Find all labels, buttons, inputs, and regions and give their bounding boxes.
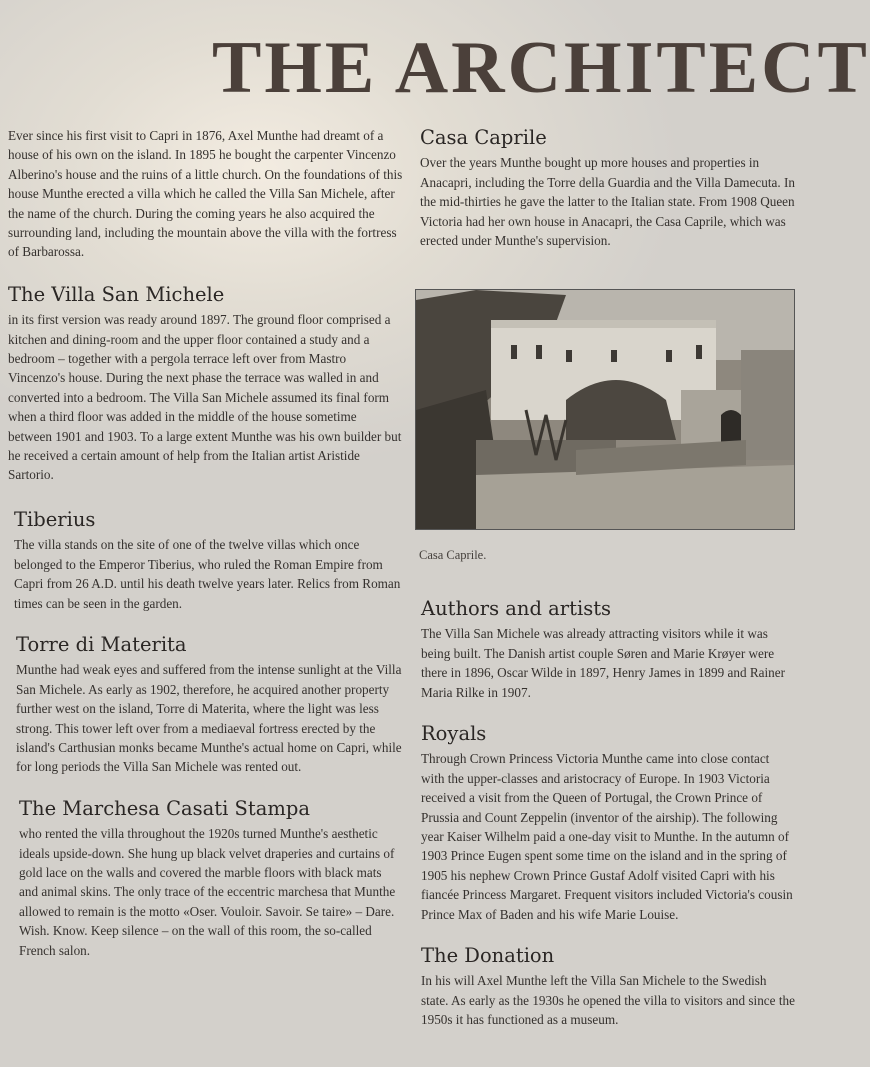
villa-text: in its first version was ready around 1897. The ground floor comprised a kitchen and dining-room and the upper floor contained a study and a bedroom – together with a pergola terrace left over from Mastro Vincenzo's house. During the next phase the terrace was walled in and converted into a bedroom. The Villa San Michele assumed its final form when a third floor was added in the middle of the house sometime between 1901 and 1903. To a large extent Munthe was his own builder but he received a certain amount of help from the Italian artist Aristide Sartorio. <box>8 312 402 483</box>
royals-text: Through Crown Princess Victoria Munthe came into close contact with the upper-classes and aristocracy of Europe. In 1903 Victoria received a visit from the Queen of Portugal, the Crown Prince of Prussia and Count Zeppelin (inventor of the airship). The following year Kaiser Wilhelm paid a one-day visit to Munthe. In the autumn of 1903 Prince Eugen spent some time on the island and in the spring of 1905 his nephew Crown Prince Gustaf Adolf visited Capri with his fiancée Princess Margaret. Frequent visitors included Victoria's cousin Prince Max of Baden and his wife Marie Louise. <box>421 751 793 922</box>
marchesa-text: who rented the villa throughout the 1920s turned Munthe's aesthetic ideals upside-down. She hung up black velvet draperies and curtains of gold lace on the walls and covered the marble floors with black mats and animal skins. The only trace of the eccentric marchesa that Munthe allowed to remain is the motto «Oser. Vouloir. Savoir. Se taire» – Dare. Wish. Know. Keep silence – on the wall of this room, the so-called French salon. <box>19 826 396 958</box>
torre-text: Munthe had weak eyes and suffered from the intense sunlight at the Villa San Michele. As early as 1902, therefore, he acquired another property further west on the island, Torre di Materita, where the light was less strong. This tower left over from a mediaeval fortress erected by the island's Carthusian monks became Munthe's actual home on Capri, while for long periods the Villa San Michele was rented out. <box>16 662 402 775</box>
intro-text: Ever since his first visit to Capri in 1876, Axel Munthe had dreamt of a house of his own on the island. In 1895 he bought the carpenter Vincenzo Alberino's house and the ruins of a little church. On the foundations of this house Munthe erected a villa which he called the Villa San Michele, after the name of the church. During the coming years he also acquired the surrounding land, including the mountain above the villa with the fortress of Barbarossa. <box>8 128 403 260</box>
page-title: THE ARCHITECT <box>212 27 870 109</box>
photo-caption: Casa Caprile. <box>419 548 487 562</box>
caprile-section <box>420 126 795 250</box>
marchesa-heading: The Marchesa Casati Stampa <box>19 796 310 820</box>
authors-heading: Authors and artists <box>421 597 612 620</box>
torre-heading: Torre di Materita <box>16 632 187 656</box>
casa-caprile-illustration <box>416 290 794 529</box>
right-column-lower <box>421 597 796 1030</box>
donation-text: In his will Axel Munthe left the Villa San Michele to the Swedish state. As early as the 1930s he opened the villa to visitors and since the 1950s it has functioned as a museum. <box>421 973 795 1028</box>
villa-heading: The Villa San Michele <box>8 282 225 306</box>
donation-heading: The Donation <box>421 944 555 968</box>
authors-section <box>421 597 796 702</box>
caprile-heading: Casa Caprile <box>420 126 547 149</box>
marchesa-section <box>8 797 403 960</box>
torre-section <box>8 633 403 777</box>
caprile-text: Over the years Munthe bought up more houses and properties in Anacapri, including the Torre della Guardia and the Villa Damecuta. In the mid-thirties he gave the latter to the Italian state. From 1908 Queen Victoria had her own house in Anacapri, the Casa Caprile, which was erected under Munthe's supervision. <box>420 155 795 249</box>
villa-section <box>8 283 403 485</box>
royals-heading: Royals <box>421 722 487 746</box>
authors-text: The Villa San Michele was already attracting visitors while it was being built. The Danish artist couple Søren and Marie Krøyer were there in 1896, Oscar Wilde in 1897, Henry James in 1899 and Rainer Maria Rilke in 1907. <box>421 626 785 700</box>
casa-caprile-photo <box>415 289 795 530</box>
tiberius-section <box>8 508 403 613</box>
right-column <box>420 126 795 250</box>
donation-section <box>421 944 796 1030</box>
left-column <box>8 126 403 960</box>
tiberius-heading: Tiberius <box>14 507 96 531</box>
royals-section <box>421 722 796 924</box>
tiberius-text: The villa stands on the site of one of the twelve villas which once belonged to the Emperor Tiberius, who ruled the Roman Empire from Capri from 26 A.D. until his death twelve years later. Relics from Roman times can be seen in the garden. <box>14 537 401 611</box>
intro-section <box>8 126 403 262</box>
